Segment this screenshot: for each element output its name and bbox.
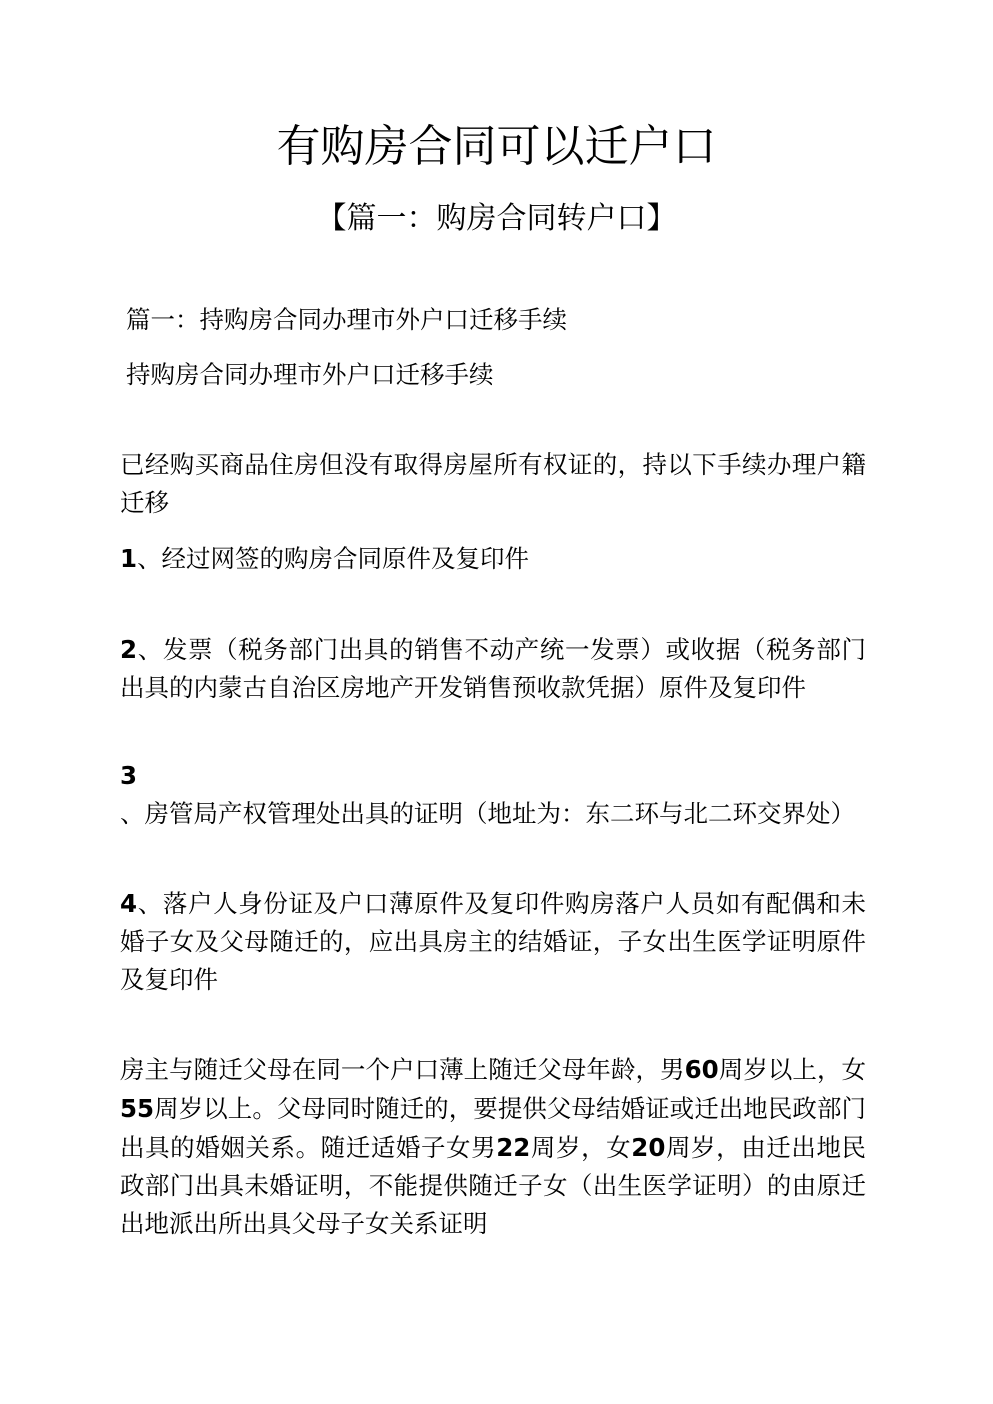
number-text: 60 [684, 1055, 719, 1084]
text-run: 、落户人身份证及户口薄原件及复印件购房落户人员如有配偶和未婚子女及父母随迁的，应出具房主的结婚证，子女出生医学证明原件及复印件 [120, 891, 866, 994]
number-text: 3 [120, 761, 138, 790]
number-text: 20 [631, 1133, 666, 1162]
text-run: 周岁，由迁出地民政部门出具未婚证明，不能提供随迁子女（出生医学证明）的由原迁出地派出所出具父母子女关系证明 [120, 1135, 867, 1238]
text-run: 周岁以上，女 [718, 1057, 867, 1084]
paragraph [120, 302, 866, 340]
number-text: 1 [120, 544, 138, 573]
paragraph [120, 885, 866, 1000]
document-title: 有购房合同可以迁户口 [276, 122, 717, 171]
number-text: 2 [120, 635, 138, 664]
text-run: 、发票（税务部门出具的销售不动产统一发票）或收据（税务部门出具的内蒙古自治区房地产开发销售预收款凭据）原件及复印件 [120, 637, 866, 702]
document-body [120, 302, 866, 1244]
paragraph [120, 757, 866, 834]
paragraph [120, 631, 866, 708]
paragraph [120, 540, 866, 579]
document-subtitle: 【篇一：购房合同转户口】 [316, 202, 677, 235]
number-text: 22 [496, 1133, 531, 1162]
text-run: 篇一：持购房合同办理市外户口迁移手续 [126, 307, 567, 334]
number-text: 4 [120, 889, 138, 918]
number-text: 55 [120, 1094, 155, 1123]
paragraph [120, 1051, 866, 1244]
text-run: 已经购买商品住房但没有取得房屋所有权证的，持以下手续办理户籍迁移 [120, 452, 866, 517]
paragraph [120, 447, 866, 523]
text-run: 周岁以上。父母同时随迁的，要提供父母结婚证或迁出地民政部门出具的婚姻关系。随迁适婚子女男 [120, 1096, 866, 1162]
text-run: 、经过网签的购房合同原件及复印件 [137, 546, 530, 573]
text-run: 周岁，女 [530, 1135, 632, 1162]
text-run: 房主与随迁父母在同一个户口薄上随迁父母年龄，男 [120, 1057, 685, 1084]
paragraph [120, 357, 866, 395]
text-run: 、房管局产权管理处出具的证明（地址为：东二环与北二环交界处） [120, 801, 855, 828]
text-run: 持购房合同办理市外户口迁移手续 [126, 362, 494, 389]
